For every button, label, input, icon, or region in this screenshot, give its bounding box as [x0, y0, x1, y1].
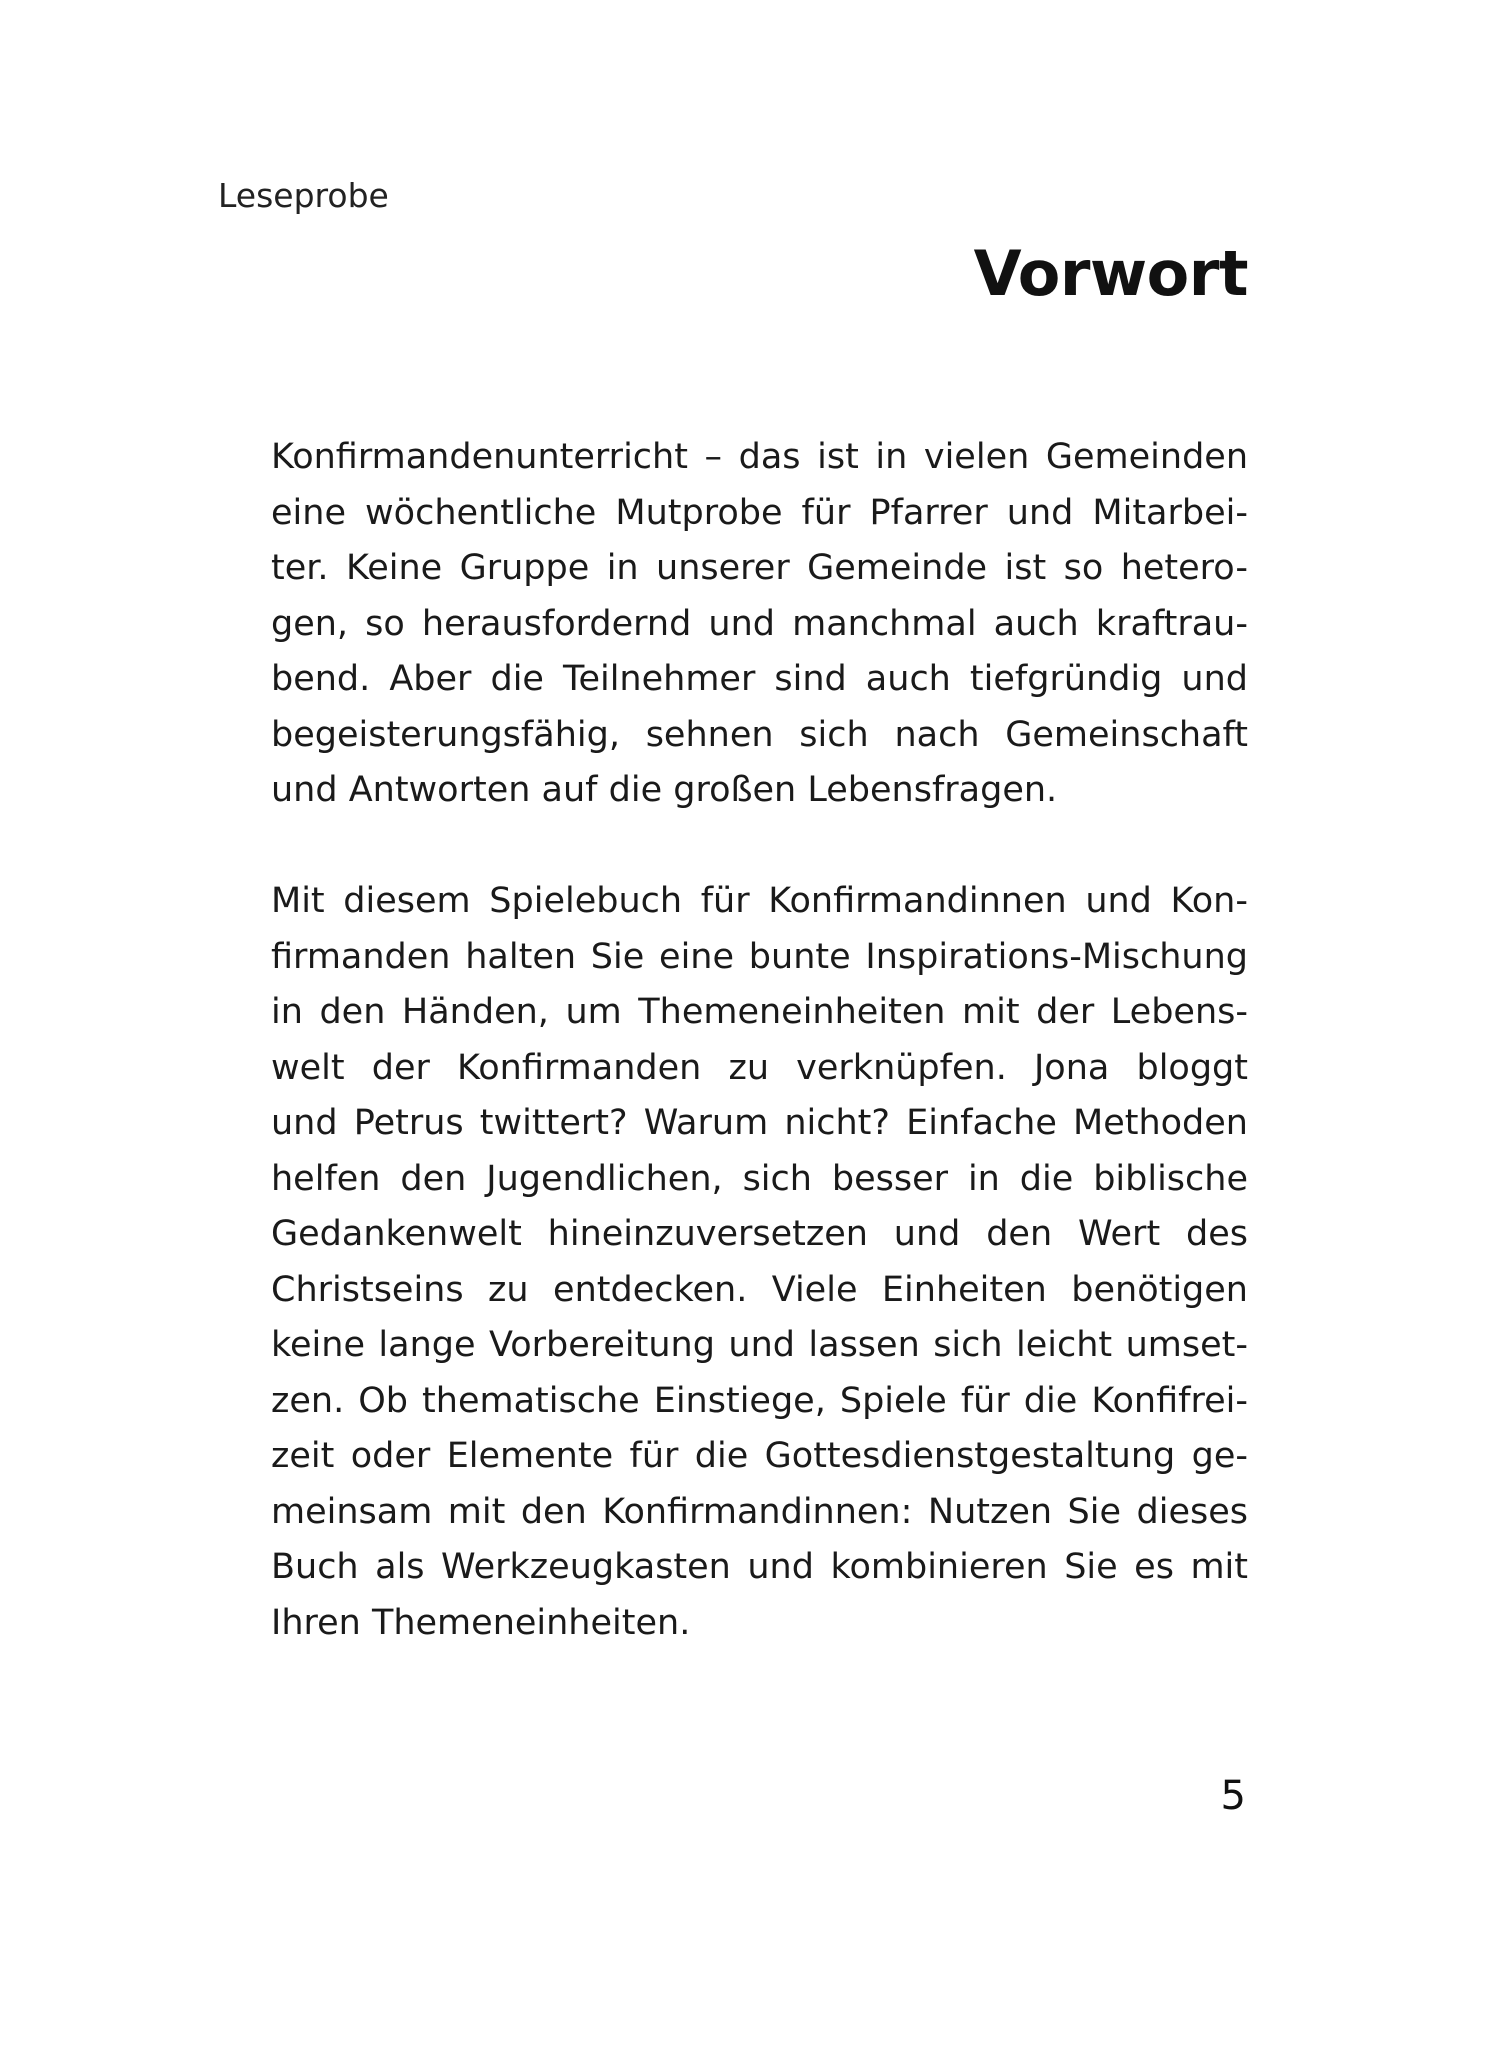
text-line: begeisterungsfähig, sehnen sich nach Gemeinschaft [271, 714, 1248, 755]
text-line: Ihren Themeneinheiten. [271, 1602, 691, 1643]
text-line: firmanden halten Sie eine bunte Inspirations-Mischung [271, 936, 1248, 977]
page-title: Vorwort [973, 237, 1248, 310]
paragraph-1 [271, 430, 1248, 819]
text-line: keine lange Vorbereitung und lassen sich leicht umset- [271, 1325, 1248, 1365]
text-line: bend. Aber die Teilnehmer sind auch tiefgründig und [271, 659, 1248, 699]
text-line: zen. Ob thematische Einstiege, Spiele für die Konfifrei- [271, 1380, 1248, 1421]
page-number: 5 [1220, 1773, 1246, 1819]
paragraph-2 [271, 874, 1248, 1651]
text-line: und Petrus twittert? Warum nicht? Einfache Methoden [271, 1103, 1248, 1143]
text-line: helfen den Jugendlichen, sich besser in die biblische [271, 1158, 1248, 1199]
text-line: ter. Keine Gruppe in unserer Gemeinde ist so hetero- [271, 548, 1248, 588]
text-line: Buch als Werkzeugkasten und kombinieren Sie es mit [271, 1547, 1248, 1587]
text-line: Mit diesem Spielebuch für Konfirmandinnen und Kon- [271, 881, 1248, 921]
text-line: Christseins zu entdecken. Viele Einheiten benötigen [271, 1269, 1248, 1310]
text-line: gen, so herausfordernd und manchmal auch kraftrau- [271, 603, 1248, 644]
text-line: Konfirmandenunterricht – das ist in vielen Gemeinden [271, 437, 1248, 477]
text-line: eine wöchentliche Mutprobe für Pfarrer und Mitarbei- [271, 492, 1248, 533]
text-line: zeit oder Elemente für die Gottesdienstgestaltung ge- [271, 1436, 1248, 1476]
running-header-label: Leseprobe [218, 176, 389, 215]
body-text [271, 430, 1248, 1651]
text-line: welt der Konfirmanden zu verknüpfen. Jona bloggt [271, 1047, 1248, 1088]
text-line: und Antworten auf die großen Lebensfragen. [271, 770, 1058, 810]
text-line: Gedankenwelt hineinzuversetzen und den Wert des [271, 1214, 1248, 1254]
text-line: meinsam mit den Konfirmandinnen: Nutzen Sie dieses [271, 1491, 1248, 1532]
paragraph-spacer [271, 819, 1248, 875]
text-line: in den Händen, um Themeneinheiten mit der Lebens- [271, 992, 1248, 1032]
